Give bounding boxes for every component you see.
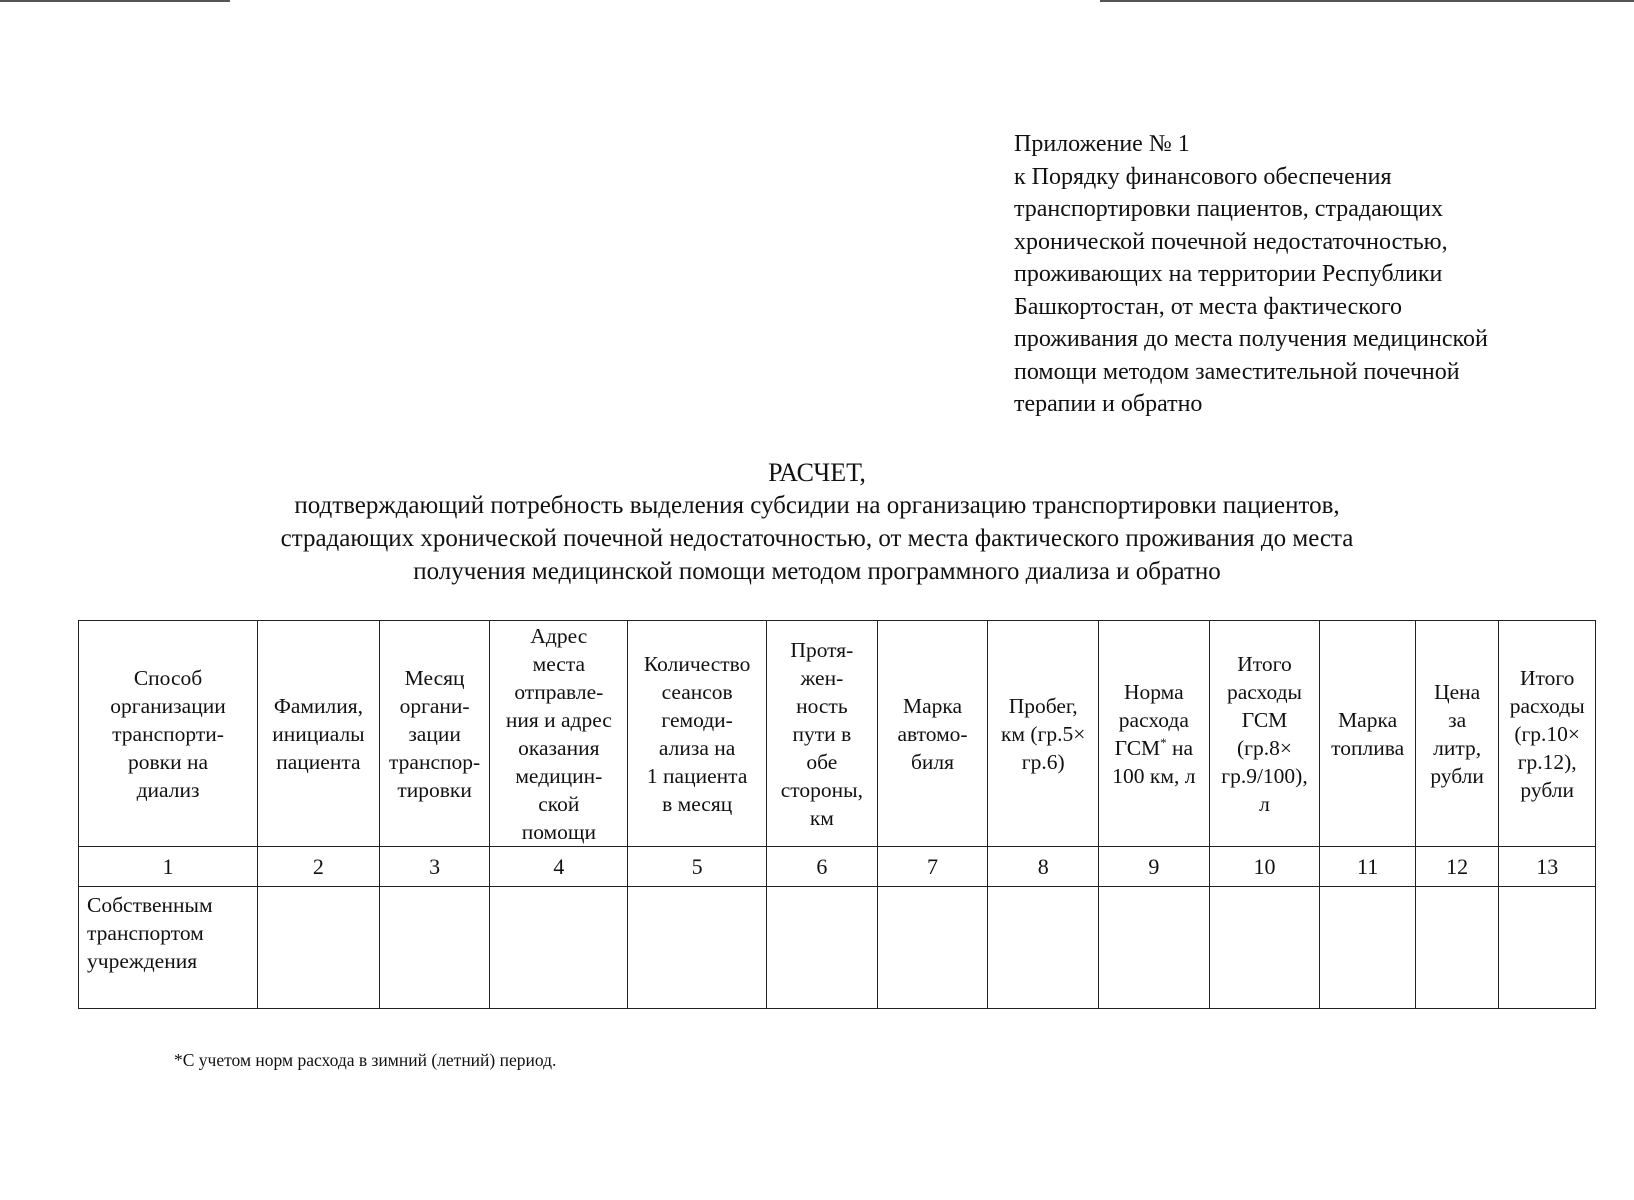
column-number: 12 <box>1415 847 1498 887</box>
calculation-table <box>78 620 1596 1009</box>
header-line: (гр.10× <box>1514 721 1581 746</box>
appendix-line: к Порядку финансового обеспечения <box>1014 163 1392 190</box>
column-number: 2 <box>258 847 380 887</box>
header-line: ГСМ* на <box>1114 734 1194 760</box>
header-line: Итого <box>1519 665 1575 690</box>
header-line: рубли <box>1520 777 1574 802</box>
header-line: организации <box>110 693 226 718</box>
empty-cell <box>767 887 878 1009</box>
column-number: 5 <box>628 847 767 887</box>
appendix-note <box>1014 128 1594 421</box>
header-line: гемоди- <box>661 707 733 732</box>
header-line: стороны, <box>780 777 863 802</box>
column-number: 11 <box>1320 847 1416 887</box>
column-number: 9 <box>1099 847 1210 887</box>
cell-line: учреждения <box>87 949 198 973</box>
header-line: ГСМ <box>1241 707 1288 732</box>
empty-cell <box>1320 887 1416 1009</box>
header-line: литр, <box>1433 735 1482 760</box>
header-line: Цена <box>1434 679 1481 704</box>
header-line: ровки на <box>128 749 209 774</box>
header-cell <box>988 621 1099 847</box>
header-line: Фамилия, <box>273 693 363 718</box>
header-line: жен- <box>800 665 844 690</box>
header-line: ализа на <box>658 735 736 760</box>
empty-cell <box>1415 887 1498 1009</box>
header-cell <box>379 621 490 847</box>
table-row <box>79 887 1596 1009</box>
header-line: км <box>809 805 834 830</box>
transport-method-cell <box>79 887 258 1009</box>
empty-cell <box>379 887 490 1009</box>
header-line: Пробег, <box>1008 693 1078 718</box>
header-line: биля <box>910 749 955 774</box>
column-number: 6 <box>767 847 878 887</box>
top-border-left <box>0 0 230 2</box>
header-line: Марка <box>902 693 963 718</box>
header-cell <box>767 621 878 847</box>
title-line: подтверждающий потребность выделения субсидии на организацию транспортировки пациентов, <box>294 492 1340 519</box>
appendix-line: проживания до места получения медицинской <box>1014 326 1488 352</box>
header-line: диализ <box>136 777 200 802</box>
header-line: Норма <box>1123 679 1184 704</box>
header-line: сеансов <box>661 679 733 704</box>
header-cell <box>1415 621 1498 847</box>
header-line: Итого <box>1237 651 1292 676</box>
header-cell <box>79 621 258 847</box>
header-line: зации <box>408 721 461 746</box>
column-number: 4 <box>490 847 628 887</box>
header-line: пациента <box>276 749 361 774</box>
cell-line: Собственным <box>87 893 213 917</box>
empty-cell <box>1099 887 1210 1009</box>
header-line: инициалы <box>272 721 365 746</box>
column-number: 1 <box>79 847 258 887</box>
header-line: (гр.8× <box>1237 735 1292 760</box>
header-line: л <box>1259 791 1270 816</box>
appendix-line: Башкортостан, от места фактического <box>1014 293 1402 320</box>
appendix-line: транспортировки пациентов, страдающих <box>1014 196 1444 222</box>
header-cell <box>1320 621 1416 847</box>
header-line: 1 пациента <box>646 763 748 788</box>
appendix-line: Приложение № 1 <box>1014 131 1190 157</box>
appendix-line: терапии и обратно <box>1014 391 1203 417</box>
column-number: 10 <box>1209 847 1320 887</box>
header-line: помощи <box>521 819 596 844</box>
empty-cell <box>1209 887 1320 1009</box>
title-line: страдающих хронической почечной недостаточностью, от места фактического проживания до места <box>280 525 1354 552</box>
header-cell <box>258 621 380 847</box>
empty-cell <box>988 887 1099 1009</box>
header-line: автомо- <box>897 721 968 746</box>
column-number: 7 <box>877 847 988 887</box>
empty-cell <box>258 887 380 1009</box>
empty-cell <box>1499 887 1596 1009</box>
header-line: обе <box>806 749 838 774</box>
column-number: 13 <box>1499 847 1596 887</box>
empty-cell <box>628 887 767 1009</box>
header-line: 100 км, л <box>1112 763 1196 788</box>
header-line: ской <box>538 791 580 816</box>
header-cell <box>1209 621 1320 847</box>
header-line: транспорти- <box>112 721 224 746</box>
empty-cell <box>877 887 988 1009</box>
footnote: *С учетом норм расхода в зимний (летний) период. <box>174 1050 557 1070</box>
top-border-right <box>1100 0 1634 2</box>
header-line: Количество <box>643 651 751 676</box>
header-cell <box>490 621 628 847</box>
header-line: органи- <box>399 693 470 718</box>
appendix-line: проживающих на территории Республики <box>1014 261 1443 287</box>
header-line: в месяц <box>662 791 733 816</box>
header-line: медицин- <box>515 763 603 788</box>
header-line: места <box>532 651 586 676</box>
header-line: ность <box>796 693 848 718</box>
header-line: Марка <box>1338 707 1398 732</box>
footnote-mark: * <box>1160 734 1167 750</box>
header-line: гр.9/100), <box>1221 763 1308 788</box>
cell-line: транспортом <box>87 921 204 945</box>
header-line: гр.12), <box>1517 749 1577 774</box>
appendix-line: помощи методом заместительной почечной <box>1014 358 1460 385</box>
header-line: Адрес <box>530 623 588 648</box>
empty-cell <box>490 887 628 1009</box>
header-line: топлива <box>1331 735 1405 760</box>
header-line: оказания <box>518 735 600 760</box>
header-line: Протя- <box>790 637 854 662</box>
title-heading: РАСЧЕТ, <box>768 458 866 487</box>
header-line: отправле- <box>514 679 604 704</box>
header-line: Месяц <box>404 665 465 690</box>
header-line: транспор- <box>389 749 481 774</box>
header-line: расходы <box>1227 679 1302 704</box>
title-line: получения медицинской помощи методом программного диализа и обратно <box>413 558 1221 585</box>
column-number: 3 <box>379 847 490 887</box>
document-title <box>0 456 1634 588</box>
header-line: за <box>1448 707 1467 732</box>
header-line: км (гр.5× <box>1000 721 1086 746</box>
column-number: 8 <box>988 847 1099 887</box>
header-cell <box>1099 621 1210 847</box>
header-line: тировки <box>397 777 472 802</box>
header-row <box>79 621 1596 847</box>
header-line: гр.6) <box>1021 749 1065 774</box>
header-line: пути в <box>792 721 852 746</box>
header-line: рубли <box>1430 763 1484 788</box>
column-number-row <box>79 847 1596 887</box>
header-line: расхода <box>1118 707 1189 732</box>
header-line: расходы <box>1509 693 1585 718</box>
header-line: Способ <box>133 665 203 690</box>
appendix-line: хронической почечной недостаточностью, <box>1014 228 1448 255</box>
header-cell <box>877 621 988 847</box>
header-cell <box>1499 621 1596 847</box>
header-line: ния и адрес <box>505 707 612 732</box>
header-cell <box>628 621 767 847</box>
